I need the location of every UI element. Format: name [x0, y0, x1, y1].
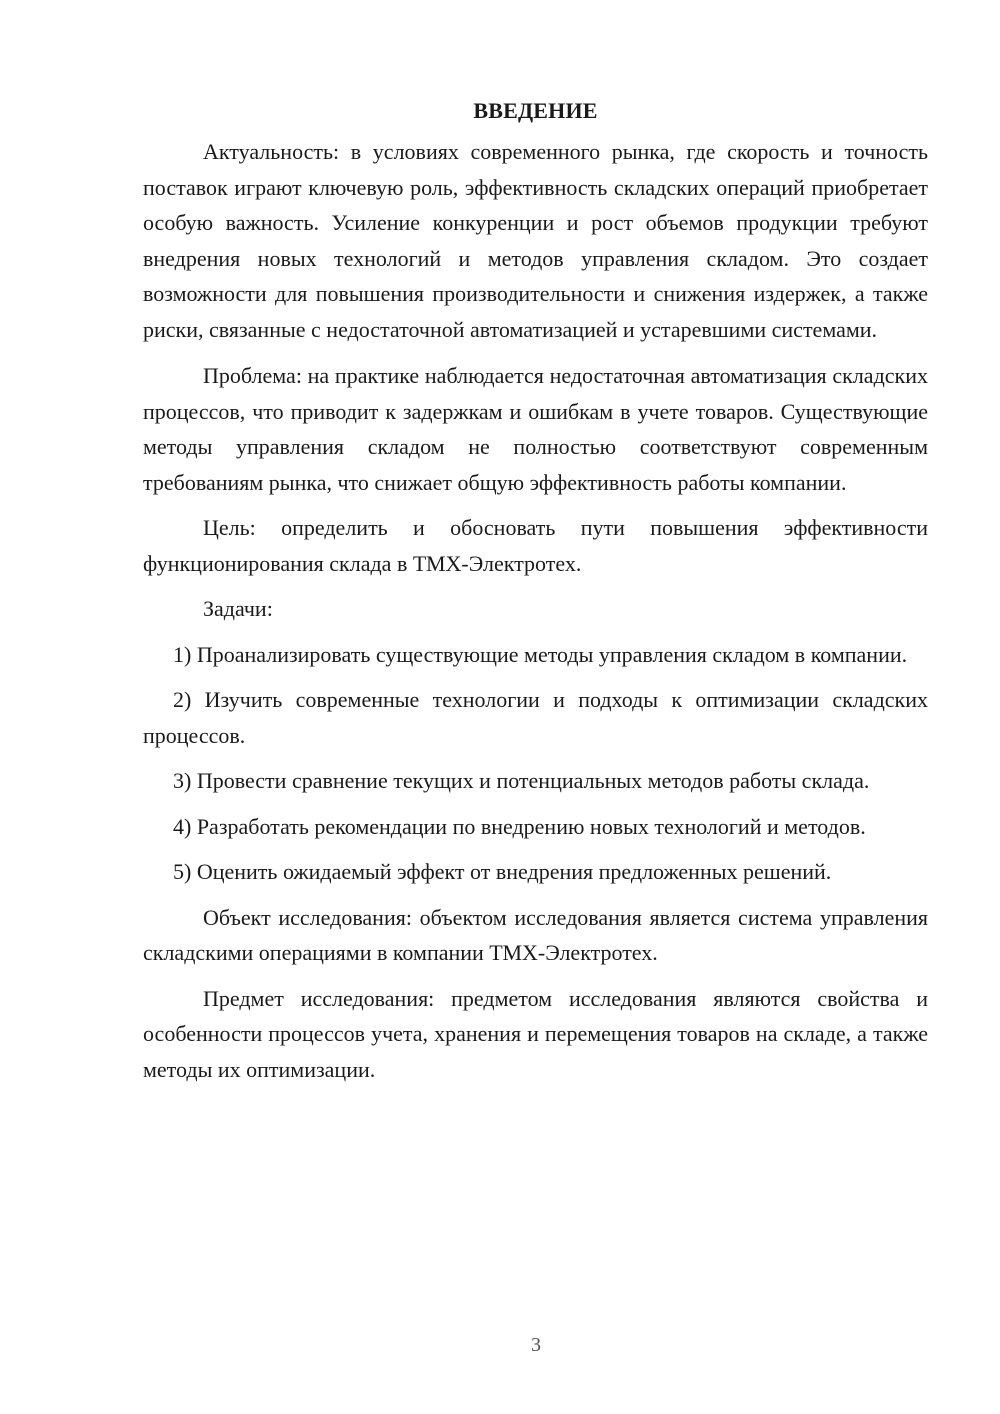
page-number: 3 [531, 1334, 541, 1356]
paragraph-problem: Проблема: на практике наблюдается недостаточная автоматизация складских процессов, что приводит к задержкам и ошибкам в учете товаров. Существующие методы управления складом не полностью соответствуют современным требованиям рынка, что снижает общую эффективность работы компании. [143, 363, 928, 495]
task-item-2: 2) Изучить современные технологии и подходы к оптимизации складских процессов. [143, 687, 928, 748]
task-item-1: 1) Проанализировать существующие методы управления складом в компании. [173, 641, 908, 667]
paragraph-relevance: Актуальность: в условиях современного рынка, где скорость и точность поставок играют ключевую роль, эффективность складских операций приобретает особую важность. Усиление конкуренции и рост объемов продукции требуют внедрения новых технологий и методов управления складом. Это создает возможности для повышения производительности и снижения издержек, а также риски, связанные с недостаточной автоматизацией и устаревшими системами. [143, 139, 928, 342]
task-item-3: 3) Провести сравнение текущих и потенциальных методов работы склада. [173, 768, 870, 793]
task-item-4: 4) Разработать рекомендации по внедрению новых технологий и методов. [173, 813, 866, 839]
paragraph-subject: Предмет исследования: предметом исследования являются свойства и особенности процессов учета, хранения и перемещения товаров на складе, а также методы их оптимизации. [143, 985, 928, 1082]
paragraph-goal: Цель: определить и обосновать пути повышения эффективности функционирования склада в ТМХ-Электротех. [143, 515, 928, 576]
section-title: ВВЕДЕНИЕ [473, 98, 598, 123]
task-item-5: 5) Оценить ожидаемый эффект от внедрения предложенных решений. [173, 859, 832, 884]
document-body [143, 98, 928, 1097]
paragraph-object: Объект исследования: объектом исследования является система управления складскими операциями в компании ТМХ-Электротех. [143, 904, 928, 965]
tasks-heading: Задачи: [203, 596, 273, 621]
